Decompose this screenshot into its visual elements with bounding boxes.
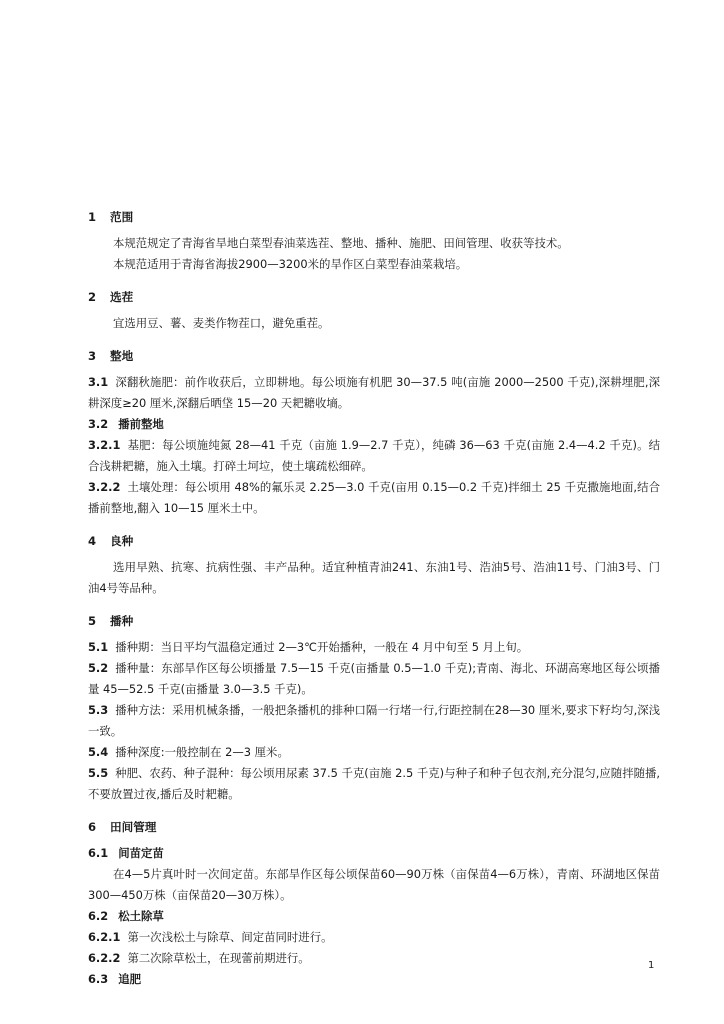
clause-number: 3.2 [88,417,109,431]
clause-number: 6.2.1 [88,930,121,944]
clause [88,948,660,969]
clause-number: 3.2.2 [88,480,121,494]
clause-text: 土壤处理：每公顷用 48%的氟乐灵 2.25—3.0 千克(亩用 0.15—0.2 千克)拌细土 25 千克撒施地面,结合播前整地,翻入 10—15 厘米土中。 [88,480,660,515]
clause-text: 播种方法：采用机械条播，一般把条播机的排种口隔一行堵一行,行距控制在28—30 厘米,要求下籽均匀,深浅一致。 [88,703,660,738]
clause-text: 种肥、农药、种子混种：每公顷用尿素 37.5 千克(亩施 2.5 千克)与种子和种子包衣剂,充分混匀,应随拌随播,不要放置过夜,播后及时耙耱。 [88,766,660,801]
paragraph: 在4—5片真叶时一次间定苗。东部旱作区每公顷保苗60—90万株（亩保苗4—6万株），青南、环湖地区保苗300—450万株（亩保苗20—30万株）。 [88,867,660,902]
section-heading [88,613,660,629]
clause-number: 5.4 [88,745,109,759]
section-number: 1 [88,210,97,224]
clause-number: 6.2 [88,909,109,923]
section-title: 播种 [110,614,134,628]
clause-number: 5.1 [88,640,109,654]
clause [88,372,660,414]
clause-text: 第二次除草松土，在现蕾前期进行。 [127,951,310,965]
clause [88,637,660,658]
clause-number: 5.2 [88,661,109,675]
paragraph: 宜选用豆、薯、麦类作物茬口，避免重茬。 [113,316,330,330]
clause-number: 6.3 [88,972,109,986]
clause-text: 基肥：每公顷施纯氮 28—41 千克（亩施 1.9—2.7 千克），纯磷 36—63 千克(亩施 2.4—4.2 千克)。结合浅耕耙耱，施入土壤。打碎土坷垃，使土壤疏松细碎。 [88,438,660,473]
section-title: 整地 [110,349,134,363]
paragraph: 本规范规定了青海省旱地白菜型春油菜选茬、整地、播种、施肥、田间管理、收获等技术。 [113,236,569,250]
section-number: 3 [88,349,97,363]
clause [88,477,660,519]
section-heading [88,348,660,364]
subsection-title: 播前整地 [118,417,164,431]
subsection-heading [88,843,660,864]
clause [88,927,660,948]
clause-text: 播种深度:一般控制在 2—3 厘米。 [115,745,289,759]
subsection-title: 松土除草 [118,909,164,923]
page-number: 1 [648,960,655,971]
clause-number: 6.1 [88,846,109,860]
clause [88,435,660,477]
subsection-title: 追肥 [118,972,141,986]
section-title: 良种 [110,534,134,548]
section-heading [88,289,660,305]
subsection-heading [88,414,660,435]
clause [88,700,660,742]
clause-text: 播种期：当日平均气温稳定通过 2—3℃开始播种，一般在 4 月中旬至 5 月上旬。 [115,640,529,654]
section-heading [88,533,660,549]
clause-number: 5.3 [88,703,109,717]
subsection-title: 间苗定苗 [118,846,164,860]
paragraph: 选用早熟、抗寒、抗病性强、丰产品种。适宜种植青油241、东油1号、浩油5号、浩油11号、门油3号、门油4号等品种。 [88,560,660,595]
section-title: 范围 [110,210,134,224]
section-number: 6 [88,820,97,834]
section-title: 田间管理 [110,820,157,834]
subsection-heading [88,969,660,990]
section-number: 4 [88,534,97,548]
clause-text: 深翻秋施肥：前作收获后，立即耕地。每公顷施有机肥 30—37.5 吨(亩施 2000—2500 千克),深耕埋肥,深耕深度≥20 厘米,深翻后晒垡 15—20 天耙耱收墒。 [88,375,660,410]
clause-number: 3.2.1 [88,438,121,452]
clause-number: 5.5 [88,766,109,780]
clause-number: 3.1 [88,375,109,389]
section-heading [88,819,660,835]
section-number: 5 [88,614,97,628]
section-title: 选茬 [110,290,134,304]
clause-text: 播种量：东部旱作区每公顷播量 7.5—15 千克(亩播量 0.5—1.0 千克);青南、海北、环湖高寒地区每公顷播量 45—52.5 千克(亩播量 3.0—3.5 千克)。 [88,661,660,696]
clause-text: 第一次浅松土与除草、间定苗同时进行。 [127,930,333,944]
clause [88,742,660,763]
subsection-heading [88,906,660,927]
paragraph: 本规范适用于青海省海拔2900—3200米的旱作区白菜型春油菜栽培。 [113,257,468,271]
clause [88,658,660,700]
clause-number: 6.2.2 [88,951,121,965]
section-heading [88,209,660,225]
document-body [88,209,660,990]
section-number: 2 [88,290,97,304]
clause [88,763,660,805]
